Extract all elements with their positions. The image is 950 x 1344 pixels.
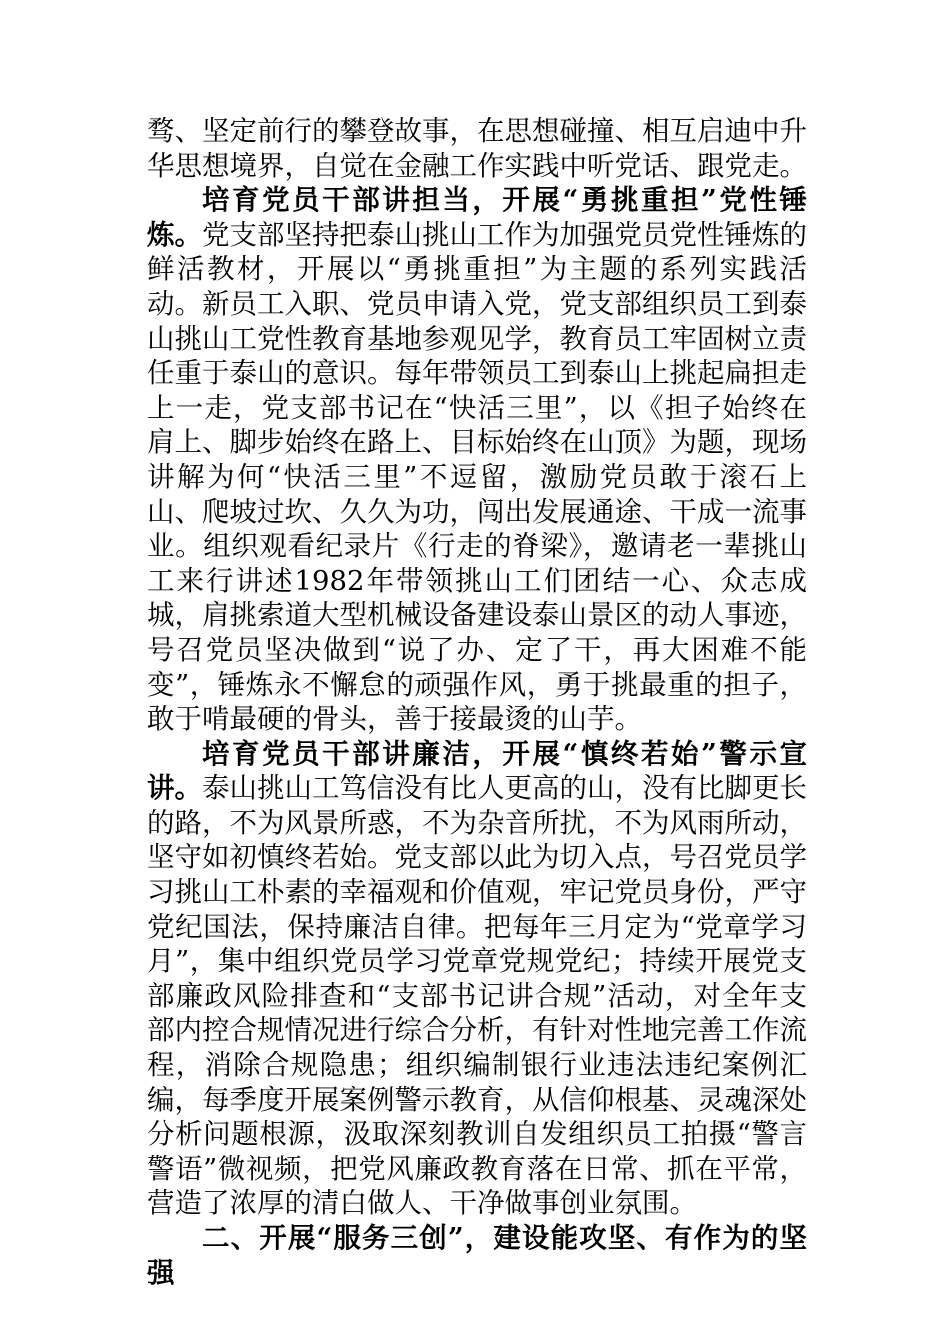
paragraph-lead-responsibility: 培育党员干部讲担当，开展“勇挑重担”党性锤炼。	[147, 184, 807, 251]
document-page	[147, 114, 807, 1290]
section-heading-2: 二、开展“服务三创”，建设能攻坚、有作为的坚强	[147, 1222, 807, 1289]
paragraph-body-integrity: 泰山挑山工笃信没有比人更高的山，没有比脚更长的路，不为风景所惑，不为杂音所扰，不为风雨所动，坚守如初慎终若始。党支部以此为切入点，号召党员学习挑山工朴素的幸福观和价值观，牢记党员身份，严守党纪国法，保持廉洁自律。把每年三月定为“党章学习月”，集中组织党员学习党章党规党纪；持续开展党支部廉政风险排查和“支部书记讲合规”活动，对全年支部内控合规情况进行综合分析，有针对性地完善工作流程，消除合规隐患；组织编制银行业违法违纪案例汇编，每季度开展案例警示教育，从信仰根基、灵魂深处分析问题根源，汲取深刻教训自发组织员工拍摄“警言警语”微视频，把党风廉政教育落在日常、抓在平常，营造了浓厚的清白做人、干净做事创业氛围。	[147, 772, 807, 1220]
paragraph-body-responsibility: 党支部坚持把泰山挑山工作为加强党员党性锤炼的鲜活教材，开展以“勇挑重担”为主题的系列实践活动。新员工入职、党员申请入党，党支部组织员工到泰山挑山工党性教育基地参观见学，教育员工牢固树立责任重于泰山的意识。每年带领员工到泰山上挑起扁担走上一走，党支部书记在“快活三里”，以《担子始终在肩上、脚步始终在路上、目标始终在山顶》为题，现场讲解为何“快活三里”不逗留，激励党员敢于滚石上山、爬坡过坎、久久为功，闯出发展通途、干成一流事业。组织观看纪录片《行走的脊梁》，邀请老一辈挑山工来行讲述1982年带领挑山工们团结一心、众志成城，肩挑索道大型机械设备建设泰山景区的动人事迹，号召党员坚决做到“说了办、定了干，再大困难不能变”，锤炼永不懈怠的顽强作风，勇于挑最重的担子，敢于啃最硬的骨头，善于接最烫的山芋。	[147, 218, 807, 736]
paragraph-responsibility	[147, 183, 807, 737]
paragraph-continued: 骛、坚定前行的攀登故事，在思想碰撞、相互启迪中升华思想境界，自觉在金融工作实践中听党话、跟党走。	[147, 115, 807, 182]
paragraph-lead-integrity: 培育党员干部讲廉洁，开展“慎终若始”警示宣讲。	[147, 737, 807, 805]
paragraph-integrity	[147, 737, 807, 1221]
